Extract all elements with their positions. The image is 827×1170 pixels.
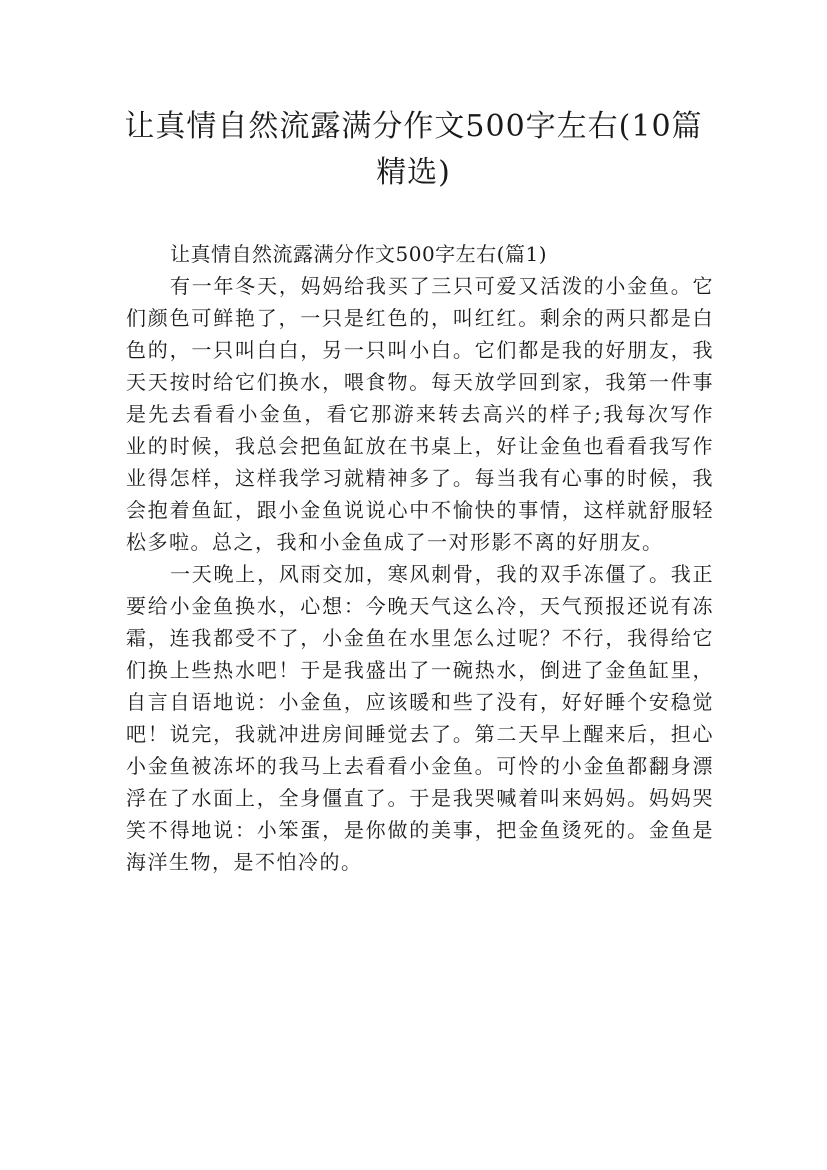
section-title: 让真情自然流露满分作文500字左右(篇1) <box>170 242 548 266</box>
paragraph: 有一年冬天，妈妈给我买了三只可爱又活泼的小金鱼。它们颜色可鲜艳了，一只是红色的，叫红红。剩余的两只都是白色的，一只叫白白，另一只叫小白。它们都是我的好朋友，我天天按时给它们换水，喂食物。每天放学回到家，我第一件事是先去看看小金鱼，看它那游来转去高兴的样子;我每次写作业的时候，我总会把鱼缸放在书桌上，好让金鱼也看看我写作业得怎样，这样我学习就精神多了。每当我有心事的时候，我会抱着鱼缸，跟小金鱼说说心中不愉快的事情，这样就舒服轻松多啦。总之，我和小金鱼成了一对形影不离的好朋友。 <box>126 274 714 554</box>
paragraph: 一天晚上，风雨交加，寒风刺骨，我的双手冻僵了。我正要给小金鱼换水，心想：今晚天气这么冷，天气预报还说有冻霜，连我都受不了，小金鱼在水里怎么过呢？不行，我得给它们换上些热水吧！于是我盛出了一碗热水，倒进了金鱼缸里，自言自语地说：小金鱼，应该暖和些了没有，好好睡个安稳觉吧！说完，我就冲进房间睡觉去了。第二天早上醒来后，担心小金鱼被冻坏的我马上去看看小金鱼。可怜的小金鱼都翻身漂浮在了水面上，全身僵直了。于是我哭喊着叫来妈妈。妈妈哭笑不得地说：小笨蛋，是你做的美事，把金鱼烫死的。金鱼是海洋生物，是不怕冷的。 <box>126 562 714 874</box>
document-title: 让真情自然流露满分作文500字左右(10篇精选) <box>124 109 703 190</box>
document-body <box>126 238 714 878</box>
